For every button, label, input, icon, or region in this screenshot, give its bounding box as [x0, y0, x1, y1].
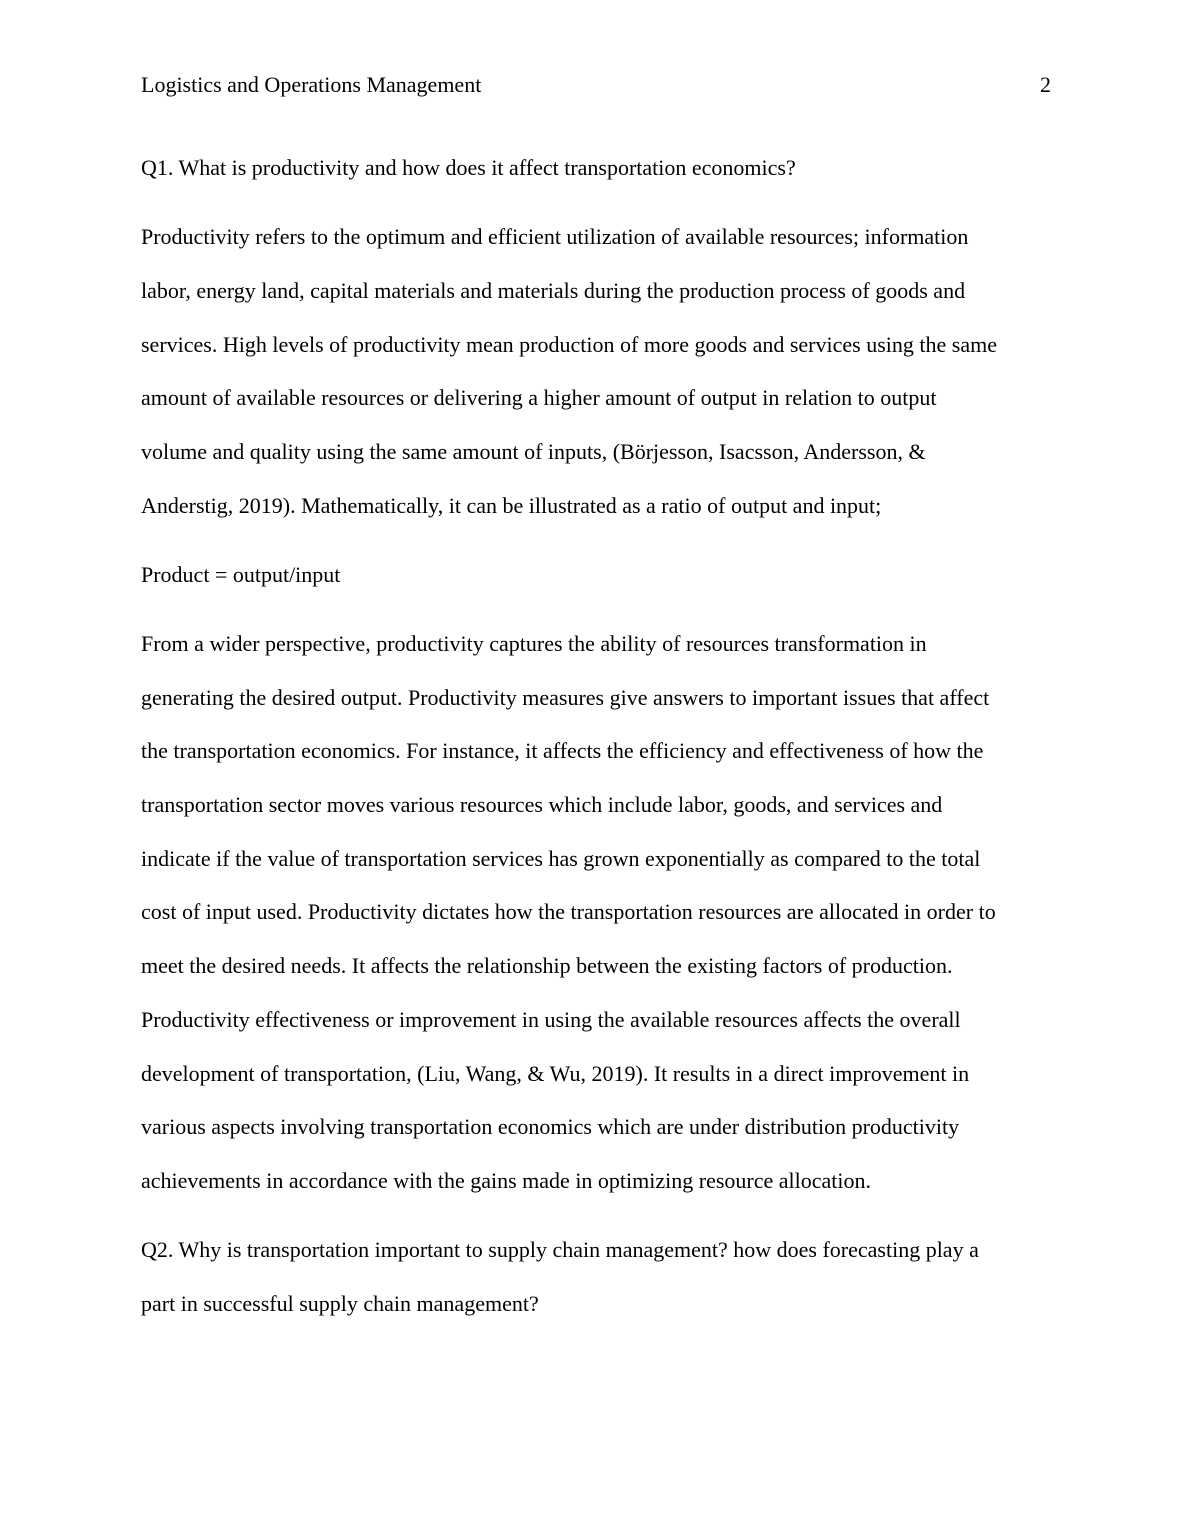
text-line: part in successful supply chain management?	[141, 1290, 539, 1316]
text-line: various aspects involving transportation economics which are under distribution productivity	[141, 1114, 960, 1140]
text-line: From a wider perspective, productivity captures the ability of resources transformation in	[141, 631, 927, 656]
text-line: Q2. Why is transportation important to supply chain management? how does forecasting play a	[141, 1237, 979, 1263]
document-body	[141, 141, 1056, 1330]
text-line: achievements in accordance with the gains made in optimizing resource allocation.	[141, 1167, 872, 1193]
text-line: services. High levels of productivity mean production of more goods and services using the same	[141, 331, 997, 357]
text-line: development of transportation, (Liu, Wang, & Wu, 2019). It results in a direct improvement in	[141, 1060, 970, 1086]
page-header	[141, 70, 1051, 100]
text-line: Productivity refers to the optimum and efficient utilization of available resources; information	[141, 224, 969, 250]
text-line: generating the desired output. Productivity measures give answers to important issues that affect	[141, 684, 990, 710]
text-line: meet the desired needs. It affects the relationship between the existing factors of production.	[141, 953, 953, 979]
text-line: the transportation economics. For instance, it affects the efficiency and effectiveness of how the	[141, 738, 984, 764]
page-number: 2	[1040, 72, 1051, 97]
text-line: cost of input used. Productivity dictates how the transportation resources are allocated in order to	[141, 899, 996, 925]
running-head: Logistics and Operations Management	[141, 72, 482, 97]
paragraph-spacer	[141, 602, 1056, 618]
formula-line: Product = output/input	[141, 561, 341, 587]
text-line: amount of available resources or delivering a higher amount of output in relation to output	[141, 385, 937, 411]
paragraph-spacer	[141, 195, 1056, 211]
q1-paragraph-2	[141, 617, 1056, 1208]
paragraph-spacer	[141, 1208, 1056, 1224]
q1-paragraph-1	[141, 210, 1056, 532]
paragraph-spacer	[141, 532, 1056, 548]
q2-question	[141, 1223, 1056, 1330]
text-line: Anderstig, 2019). Mathematically, it can be illustrated as a ratio of output and input;	[141, 492, 882, 518]
text-line: indicate if the value of transportation services has grown exponentially as compared to the total	[141, 845, 981, 871]
text-line: Productivity effectiveness or improvement in using the available resources affects the overall	[141, 1006, 961, 1032]
text-line: labor, energy land, capital materials and materials during the production process of goods and	[141, 277, 966, 303]
q1-question: Q1. What is productivity and how does it affect transportation economics?	[141, 155, 796, 180]
text-line: volume and quality using the same amount of inputs, (Börjesson, Isacsson, Andersson, &	[141, 438, 926, 464]
text-line: transportation sector moves various resources which include labor, goods, and services and	[141, 792, 943, 818]
